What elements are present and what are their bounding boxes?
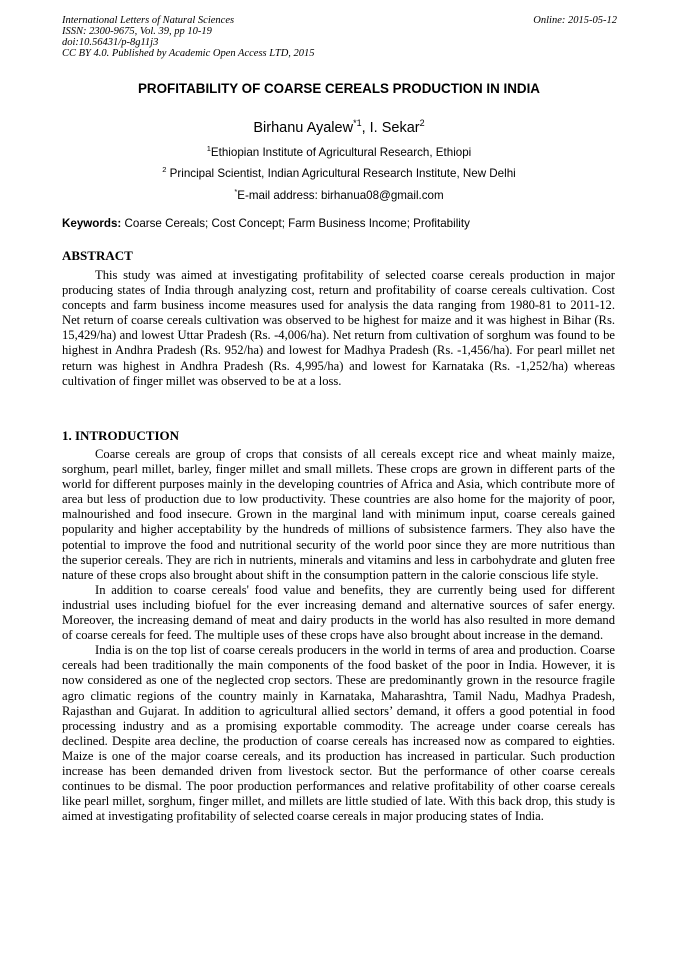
body-paragraph: In addition to coarse cereals' food value and benefits, they are currently being used for different industrial uses including biofuel for the ever increasing demand and alternative sources of safer energy. Moreover, the increasing demand of meat and dairy products in the world has also resulted in more demand of coarse cereals for feed. The multiple uses of these crops have also brought about increase in the demand. [62, 582, 615, 643]
keywords-label: Keywords: [62, 217, 122, 230]
license-line: CC BY 4.0. Published by Academic Open Access LTD, 2015 [62, 48, 315, 59]
email-line [40, 189, 638, 202]
author-marker: *1 [353, 118, 362, 128]
email-marker: * [234, 187, 238, 196]
body-paragraph: India is on the top list of coarse cereals producers in the world in terms of area and production. Coarse cereals had been traditionally the main components of the food basket of the poor in India. However, it is now considered as one of the neglected crop sectors. These are predominantly grown in the resource fragile agro climatic regions of the country mainly in Karnataka, Maharashtra, Tamil Nadu, Madhya Pradesh, Rajasthan and Gujarat. In addition to agricultural allied sectors’ demand, it offers a good potential in food processing industry and as a promising exportable commodity. The acreage under coarse cereals has declined. Despite area decline, the production of coarse cereals has increased now as compared to eighties. Maize is one of the major coarse cereals, and its production has increased in particular. Such production increase has been demanded driven from livestock sector. But the performance of other coarse cereals continues to be dismal. The poor production performances and relative profitability of other coarse cereals like pearl millet, sorghum, finger millet, and millets are little studied of late. With this back drop, this study is aimed at investigating profitability of selected coarse cereals in major producing states of India. [62, 643, 615, 824]
abstract-heading: ABSTRACT [62, 248, 133, 263]
affiliation-text: Principal Scientist, Indian Agricultural Research Institute, New Delhi [166, 167, 516, 180]
affiliation-marker: 2 [162, 165, 167, 174]
affiliation-marker: 1 [206, 144, 211, 153]
keywords-text: Coarse Cereals; Cost Concept; Farm Business Income; Profitability [121, 217, 470, 230]
abstract-body [62, 268, 615, 389]
email-text: E-mail address: birhanua08@gmail.com [237, 189, 444, 202]
author-name: Birhanu Ayalew [253, 120, 354, 136]
online-date: Online: 2015-05-12 [533, 15, 617, 26]
affiliation-2 [40, 167, 638, 180]
affiliation-1 [40, 146, 638, 159]
keywords [62, 217, 622, 230]
paper-title: PROFITABILITY OF COARSE CEREALS PRODUCTION IN INDIA [138, 81, 540, 96]
issn-line: ISSN: 2300-9675, Vol. 39, pp 10-19 [62, 26, 212, 37]
author-separator: , [361, 120, 370, 136]
introduction-body [62, 447, 615, 824]
journal-header [62, 15, 617, 59]
journal-name: International Letters of Natural Sciences [62, 15, 235, 26]
author-list [40, 120, 638, 136]
body-paragraph: Coarse cereals are group of crops that consists of all cereals except rice and wheat mainly maize, sorghum, pearl millet, barley, finger millet and small millets. These crops are grown in different parts of the world for different purposes mainly in the developing countries of Africa and Asia, which contribute more of area but less of production due to low productivity. These countries are also home for the majority of poor, malnourished and food insecure. Grown in the marginal land with minimum input, coarse cereals gained popularity and higher acceptability by the hundreds of millions of subsistence farmers. They also have the potential to improve the food and nutritional security of the world poor since they are more nutritious than the superior cereals. They are rich in nutrients, minerals and vitamins and less in carbohydrate and gluten free nature of these crops also brought about shift in the consumption pattern in the calorie conscious life style. [62, 447, 615, 582]
doi-line: doi:10.56431/p-8g11j3 [62, 37, 159, 48]
introduction-heading: 1. INTRODUCTION [62, 428, 180, 443]
author-name: I. Sekar [369, 120, 420, 136]
abstract-paragraph: This study was aimed at investigating profitability of selected coarse cereals production in major producing states of India through analyzing cost, return and profitability of coarse cereals cultivation. Cost concepts and farm business income measures used for analysis the data ranging from 1980-81 to 2011-12. Net return of coarse cereals cultivation was observed to be highest for maize and it was highest in Bihar (Rs. 15,429/ha) and lowest Uttar Pradesh (Rs. -4,006/ha). Net return from cultivation of sorghum was found to be highest in Andhra Pradesh (Rs. 952/ha) and lowest for Madhya Pradesh (Rs. -1,456/ha). For pearl millet net return was highest in Andhra Pradesh (Rs. 4,995/ha) and lowest for Karnataka (Rs. -1,252/ha) whereas cultivation of finger millet was observed to be at a loss. [62, 268, 615, 388]
affiliation-text: Ethiopian Institute of Agricultural Research, Ethiopi [210, 146, 472, 159]
author-marker: 2 [419, 118, 425, 128]
